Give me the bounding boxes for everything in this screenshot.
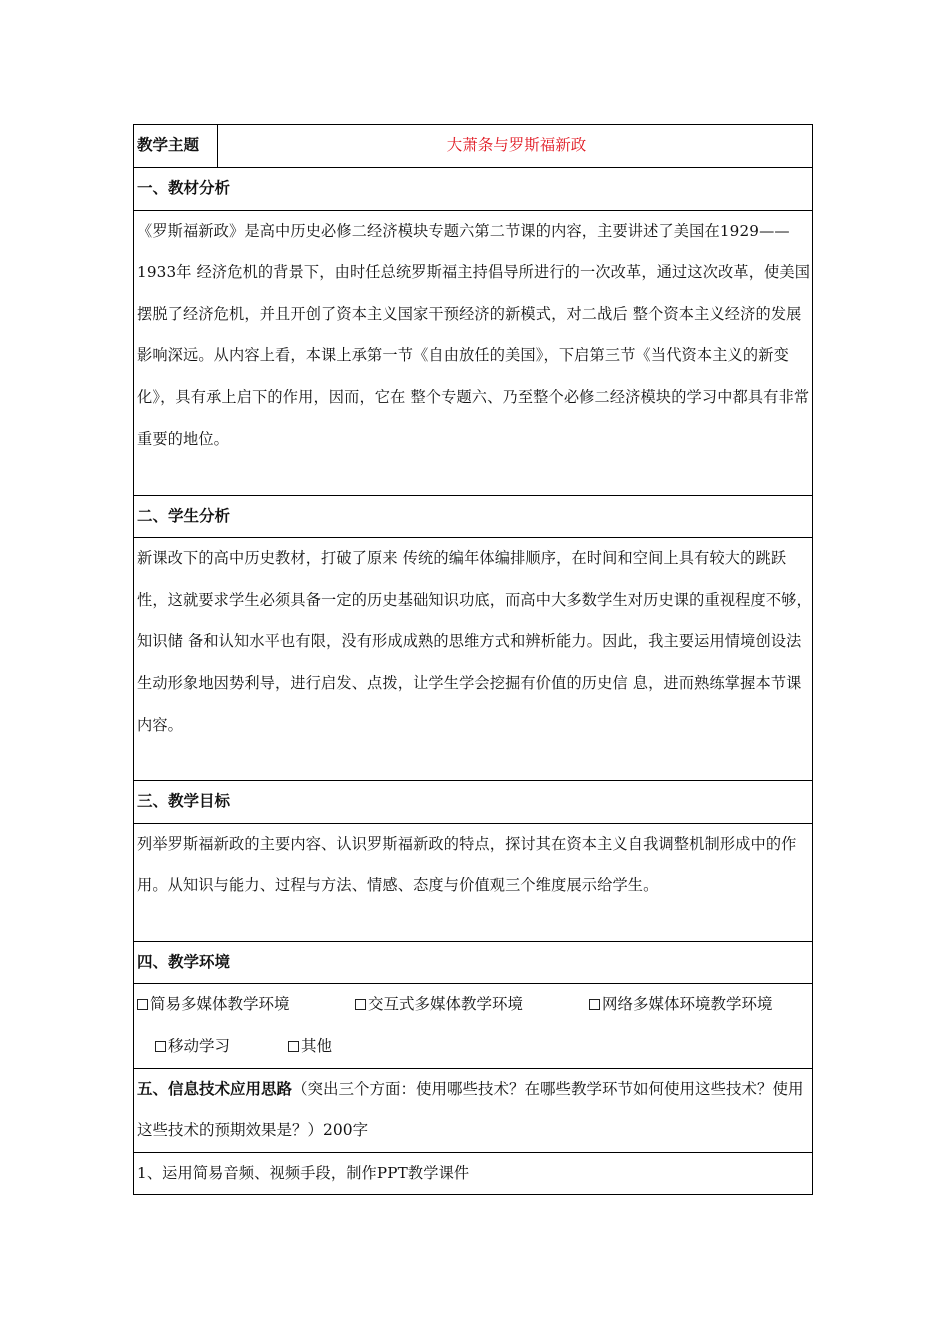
goals-body-row (134, 823, 813, 941)
goals-heading: 三、教学目标 (134, 781, 813, 824)
environment-options-row-1 (137, 984, 812, 1026)
option-simple-multimedia[interactable] (137, 984, 355, 1026)
checkbox-icon[interactable] (589, 999, 600, 1010)
environment-options-row-2 (137, 1026, 812, 1068)
material-body-row (134, 210, 813, 495)
environment-heading: 四、教学环境 (134, 941, 813, 984)
technology-body-row (134, 1152, 813, 1195)
lesson-title: 大萧条与罗斯福新政 (218, 125, 813, 168)
material-heading-row (134, 168, 813, 211)
students-heading-row (134, 495, 813, 538)
option-interactive-multimedia[interactable] (355, 984, 589, 1026)
option-label: 网络多媒体环境教学环境 (602, 995, 773, 1014)
option-label: 移动学习 (168, 1036, 231, 1055)
option-network-multimedia[interactable] (589, 984, 773, 1026)
goals-text: 列举罗斯福新政的主要内容、认识罗斯福新政的特点，探讨其在资本主义自我调整机制形成中的作用。从知识与能力、过程与方法、情感、态度与价值观三个维度展示给学生。 (137, 834, 797, 895)
technology-heading-cell (134, 1068, 813, 1152)
environment-heading-row (134, 941, 813, 984)
checkbox-icon[interactable] (155, 1041, 166, 1052)
topic-label: 教学主题 (134, 125, 218, 168)
technology-body-cell (134, 1152, 813, 1195)
goals-body-cell (134, 823, 813, 941)
material-text: 《罗斯福新政》是高中历史必修二经济模块专题六第二节课的内容，主要讲述了美国在1929——1933年 经济危机的背景下，由时任总统罗斯福主持倡导所进行的一次改革，通过这次改革，使美国摆脱了经济危机，并且开创了资本主义国家干预经济的新模式，对二战后 整个资本主义经济的发展影响深远。从内容上看，本课上承第一节《自由放任的美国》，下启第三节《当代资本主义的新变化》，具有承上启下的作用，因而，它在 整个专题六、乃至整个必修二经济模块的学习中都具有非常重要的地位。 (137, 221, 811, 448)
option-mobile-learning[interactable] (155, 1026, 288, 1068)
material-body-cell (134, 210, 813, 495)
students-heading: 二、学生分析 (134, 495, 813, 538)
lesson-plan-table (133, 124, 813, 1195)
environment-options-cell (134, 984, 813, 1068)
checkbox-icon[interactable] (355, 999, 366, 1010)
option-label: 简易多媒体教学环境 (150, 995, 290, 1014)
option-label: 其他 (301, 1036, 333, 1055)
students-body-row (134, 538, 813, 781)
environment-body-row (134, 984, 813, 1068)
material-heading: 一、教材分析 (134, 168, 813, 211)
students-text: 新课改下的高中历史教材，打破了原来 传统的编年体编排顺序，在时间和空间上具有较大的跳跃性，这就要求学生必须具备一定的历史基础知识功底，而高中大多数学生对历史课的重视程度不够，知识储 备和认知水平也有限，没有形成成熟的思维方式和辨析能力。因此，我主要运用情境创设法生动形象地因势利导，进行启发、点拨，让学生学会挖掘有价值的历史信 息，进而熟练掌握本节课内容。 (137, 549, 812, 734)
checkbox-icon[interactable] (288, 1041, 299, 1052)
technology-note: （突出三个方面：使用哪些技术？在哪些教学环节如何使用这些技术？使用这些技术的预期效果是？）200字 (137, 1079, 804, 1140)
goals-heading-row (134, 781, 813, 824)
option-other[interactable] (288, 1026, 332, 1068)
title-row (134, 125, 813, 168)
checkbox-icon[interactable] (137, 999, 148, 1010)
technology-item: 1、运用简易音频、视频手段，制作PPT教学课件 (137, 1163, 470, 1182)
option-label: 交互式多媒体教学环境 (368, 995, 524, 1014)
technology-heading-row (134, 1068, 813, 1152)
students-body-cell (134, 538, 813, 781)
technology-heading: 五、信息技术应用思路 (137, 1079, 293, 1098)
